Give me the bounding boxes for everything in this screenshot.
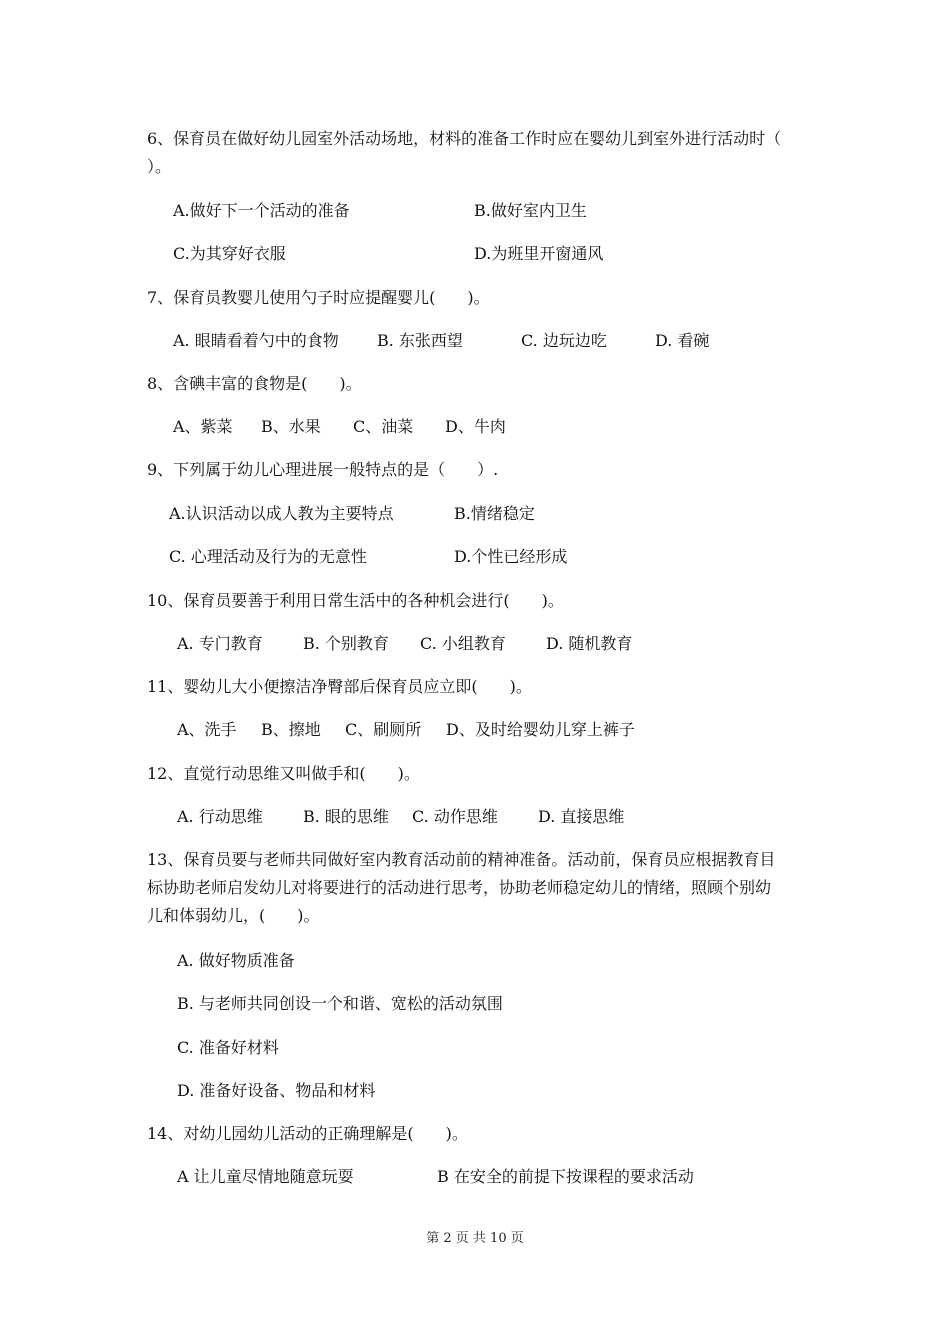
q11-option-a: A、洗手 — [177, 720, 237, 739]
q13-option-a: A. 做好物质准备 — [177, 951, 295, 970]
q7-option-b: B. 东张西望 — [377, 331, 463, 350]
q9-option-b: B.情绪稳定 — [454, 504, 535, 523]
q9-option-c: C. 心理活动及行为的无意性 — [169, 547, 367, 566]
q13-option-b: B. 与老师共同创设一个和谐、宽松的活动氛围 — [177, 994, 503, 1013]
q6-option-c: C.为其穿好衣服 — [173, 244, 286, 263]
q9-stem: 9、下列属于幼儿心理进展一般特点的是（ ）. — [147, 460, 499, 479]
q11-option-d: D、及时给婴幼儿穿上裤子 — [446, 720, 635, 739]
q13-stem-line1: 13、保育员要与老师共同做好室内教育活动前的精神准备。活动前，保育员应根据教育目 — [147, 850, 776, 869]
q11-option-c: C、刷厕所 — [345, 720, 422, 739]
q6-option-a: A.做好下一个活动的准备 — [173, 201, 350, 220]
q7-option-c: C. 边玩边吃 — [521, 331, 607, 350]
q12-option-d: D. 直接思维 — [538, 807, 625, 826]
q6-option-b: B.做好室内卫生 — [474, 201, 587, 220]
q9-option-a: A.认识活动以成人教为主要特点 — [169, 504, 394, 523]
q12-option-c: C. 动作思维 — [412, 807, 498, 826]
q8-stem: 8、含碘丰富的食物是( )。 — [147, 374, 362, 393]
q10-option-a: A. 专门教育 — [177, 634, 263, 653]
q14-option-a: A 让儿童尽情地随意玩耍 — [177, 1167, 354, 1186]
q9-option-d: D.个性已经形成 — [454, 547, 568, 566]
q7-stem: 7、保育员教婴儿使用勺子时应提醒婴儿( )。 — [147, 288, 490, 307]
q13-option-c: C. 准备好材料 — [177, 1038, 279, 1057]
q6-stem-line2: ）。 — [147, 157, 172, 176]
q12-option-b: B. 眼的思维 — [303, 807, 389, 826]
q13-option-d: D. 准备好设备、物品和材料 — [177, 1081, 376, 1100]
q8-option-a: A、紫菜 — [173, 417, 233, 436]
q14-option-b: B 在安全的前提下按课程的要求活动 — [437, 1167, 694, 1186]
page-number-footer: 第 2 页 共 10 页 — [426, 1231, 524, 1246]
q12-stem: 12、直觉行动思维又叫做手和( )。 — [147, 764, 420, 783]
q10-option-c: C. 小组教育 — [420, 634, 506, 653]
q10-stem: 10、保育员要善于利用日常生活中的各种机会进行( )。 — [147, 591, 564, 610]
q7-option-d: D. 看碗 — [655, 331, 710, 350]
q7-option-a: A. 眼睛看着勺中的食物 — [173, 331, 339, 350]
q10-option-d: D. 随机教育 — [546, 634, 633, 653]
q10-option-b: B. 个别教育 — [303, 634, 389, 653]
q11-stem: 11、婴幼儿大小便擦洁净臀部后保育员应立即( )。 — [147, 677, 532, 696]
q8-option-d: D、牛肉 — [445, 417, 506, 436]
q8-option-b: B、水果 — [261, 417, 321, 436]
q13-stem-line2: 标协助老师启发幼儿对将要进行的活动进行思考，协助老师稳定幼儿的情绪，照顾个别幼 — [147, 878, 772, 897]
q13-stem-line3: 儿和体弱幼儿，( )。 — [147, 906, 320, 925]
q8-option-c: C、油菜 — [353, 417, 414, 436]
q6-option-d: D.为班里开窗通风 — [474, 244, 604, 263]
q12-option-a: A. 行动思维 — [177, 807, 263, 826]
q14-stem: 14、对幼儿园幼儿活动的正确理解是( )。 — [147, 1124, 468, 1143]
q6-stem-line1: 6、保育员在做好幼儿园室外活动场地，材料的准备工作时应在婴幼儿到室外进行活动时（ — [147, 129, 782, 148]
q11-option-b: B、擦地 — [261, 720, 321, 739]
